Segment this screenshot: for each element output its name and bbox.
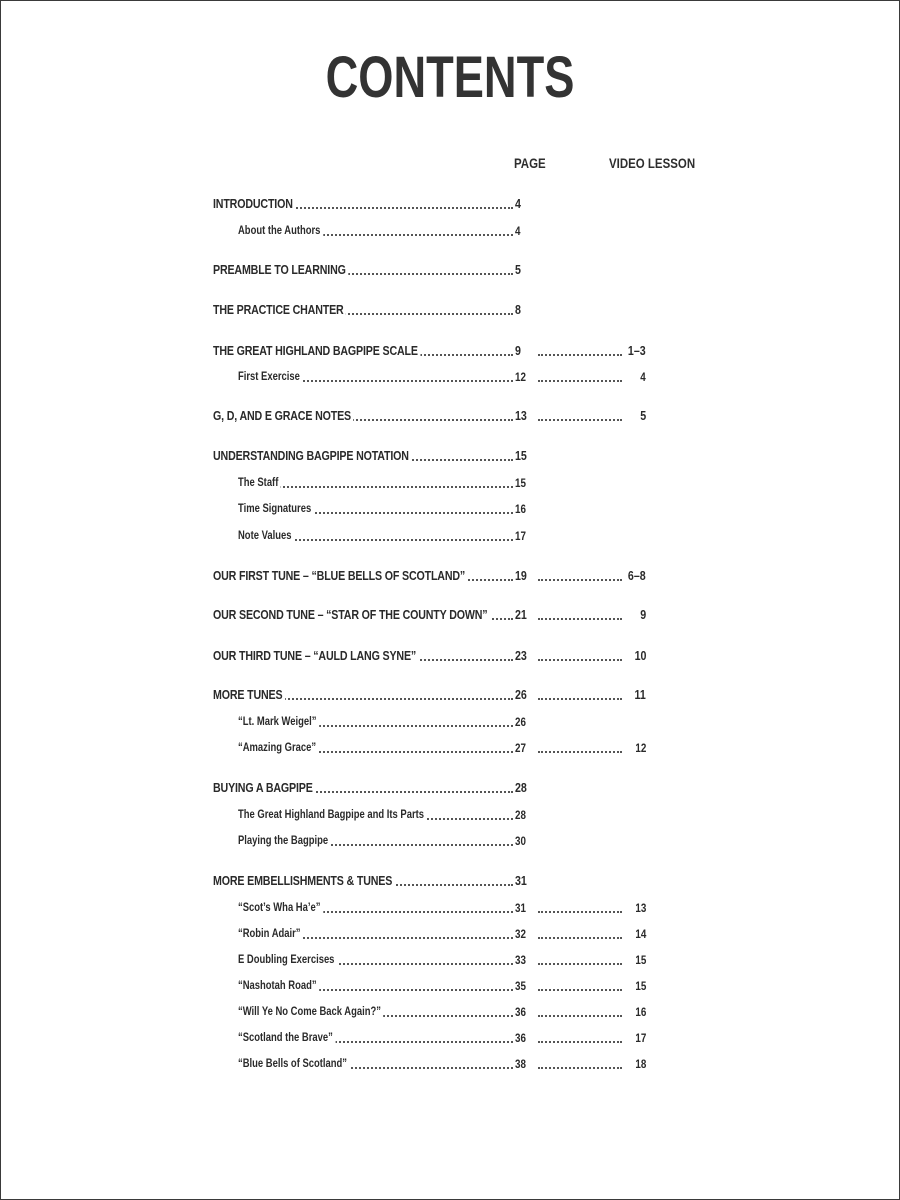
toc-entry[interactable] <box>0 260 900 280</box>
toc-entry-label: “Blue Bells of Scotland” <box>238 1054 349 1074</box>
toc-entry-video-lesson: 17 <box>633 1028 646 1048</box>
toc-entry-video-lesson: 15 <box>633 950 646 970</box>
toc-entry-video-lesson: 14 <box>633 924 646 944</box>
toc-entry[interactable] <box>0 950 900 970</box>
toc-entry-page: 21 <box>515 607 527 622</box>
toc-entry[interactable] <box>0 871 900 891</box>
toc-entry-page: 38 <box>515 1057 526 1071</box>
toc-entry-video-lesson: 10 <box>632 646 646 666</box>
toc-entry-page: 5 <box>515 262 521 277</box>
toc-entry-page: 26 <box>515 687 527 702</box>
toc-entry-label: Playing the Bagpipe <box>238 831 331 851</box>
toc-entry-label: THE GREAT HIGHLAND BAGPIPE SCALE <box>213 341 420 361</box>
toc-entry-label: MORE EMBELLISHMENTS & TUNES <box>213 871 395 891</box>
toc-entry-page: 36 <box>515 1005 526 1019</box>
toc-entry-label: OUR THIRD TUNE – “AULD LANG SYNE” <box>213 646 419 666</box>
toc-entry-label: OUR FIRST TUNE – “BLUE BELLS OF SCOTLAND” <box>213 566 468 586</box>
page-title: CONTENTS <box>325 45 575 110</box>
toc-entry-video-lesson: 5 <box>638 406 646 426</box>
toc-entry-page: 33 <box>515 953 526 967</box>
toc-entry-label: E Doubling Exercises <box>238 950 337 970</box>
toc-entry-video-lesson: 18 <box>633 1054 646 1074</box>
toc-entry-page: 35 <box>515 979 526 993</box>
toc-entry-page: 30 <box>515 834 526 848</box>
toc-entry-label: “Lt. Mark Weigel” <box>238 712 319 732</box>
toc-entry[interactable] <box>0 605 900 625</box>
toc-entry[interactable] <box>0 221 900 241</box>
toc-entry-label: INTRODUCTION <box>213 194 295 214</box>
toc-entry-page: 15 <box>515 476 526 490</box>
toc-entry[interactable] <box>0 300 900 320</box>
toc-entry-page: 31 <box>515 901 526 915</box>
toc-entry-page: 16 <box>515 502 526 516</box>
toc-entry-label: THE PRACTICE CHANTER <box>213 300 346 320</box>
toc-entry-label: The Staff <box>238 473 281 493</box>
toc-entry-label: “Scotland the Brave” <box>238 1028 335 1048</box>
toc-entry-video-lesson: 9 <box>638 605 646 625</box>
toc-entry-label: Note Values <box>238 526 294 546</box>
toc-entry-label: First Exercise <box>238 367 302 387</box>
column-header-video-lesson: VIDEO LESSON <box>609 155 696 171</box>
toc-entry[interactable] <box>0 1054 900 1074</box>
toc-entry-video-lesson: 13 <box>633 898 646 918</box>
toc-entry[interactable] <box>0 473 900 493</box>
toc-entry-page: 12 <box>515 370 526 384</box>
toc-entry[interactable] <box>0 1002 900 1022</box>
toc-entry[interactable] <box>0 341 900 361</box>
toc-entry[interactable] <box>0 194 900 214</box>
toc-entry[interactable] <box>0 526 900 546</box>
toc-entry-video-lesson: 12 <box>633 738 646 758</box>
toc-entry[interactable] <box>0 712 900 732</box>
toc-entry[interactable] <box>0 646 900 666</box>
toc-entry-page: 15 <box>515 448 527 463</box>
toc-entry-page: 28 <box>515 808 526 822</box>
toc-entry-video-lesson: 15 <box>633 976 646 996</box>
toc-entry-label: “Scot’s Wha Ha’e” <box>238 898 323 918</box>
toc-entry[interactable] <box>0 738 900 758</box>
toc-entry[interactable] <box>0 566 900 586</box>
toc-entry[interactable] <box>0 898 900 918</box>
toc-entry-page: 31 <box>515 873 527 888</box>
toc-entry-video-lesson: 16 <box>633 1002 646 1022</box>
toc-entry-page: 36 <box>515 1031 526 1045</box>
toc-entry-video-lesson: 11 <box>633 685 646 705</box>
column-header-page: PAGE <box>514 155 546 171</box>
toc-entry-page: 8 <box>515 302 521 317</box>
toc-entry-page: 27 <box>515 741 526 755</box>
toc-entry[interactable] <box>0 924 900 944</box>
toc-entry-label: UNDERSTANDING BAGPIPE NOTATION <box>213 446 411 466</box>
toc-entry-label: MORE TUNES <box>213 685 285 705</box>
toc-entry[interactable] <box>0 976 900 996</box>
toc-entry[interactable] <box>0 499 900 519</box>
toc-entry-video-lesson: 1–3 <box>627 341 646 361</box>
toc-entry[interactable] <box>0 805 900 825</box>
toc-entry-label: “Will Ye No Come Back Again?” <box>238 1002 383 1022</box>
toc-entry-label: The Great Highland Bagpipe and Its Parts <box>238 805 426 825</box>
toc-entry-label: Time Signatures <box>238 499 314 519</box>
toc-entry-label: “Nashotah Road” <box>238 976 319 996</box>
toc-entry-page: 13 <box>515 408 527 423</box>
toc-entry-label: OUR SECOND TUNE – “STAR OF THE COUNTY DOWN” <box>213 605 490 625</box>
toc-entry-page: 4 <box>515 224 521 238</box>
toc-entry-page: 26 <box>515 715 526 729</box>
toc-entry[interactable] <box>0 778 900 798</box>
toc-entry-page: 28 <box>515 780 527 795</box>
toc-entry[interactable] <box>0 1028 900 1048</box>
toc-entry-page: 23 <box>515 648 527 663</box>
toc-entry-label: PREAMBLE TO LEARNING <box>213 260 348 280</box>
toc-entry[interactable] <box>0 685 900 705</box>
toc-entry-video-lesson: 6–8 <box>627 566 646 586</box>
toc-entry-page: 32 <box>515 927 526 941</box>
toc-entry-label: “Amazing Grace” <box>238 738 319 758</box>
toc-entry-label: G, D, AND E GRACE NOTES <box>213 406 353 426</box>
toc-entry-video-lesson: 4 <box>639 367 646 387</box>
toc-entry[interactable] <box>0 406 900 426</box>
toc-entry-page: 19 <box>515 568 527 583</box>
toc-entry-label: About the Authors <box>238 221 323 241</box>
toc-entry[interactable] <box>0 831 900 851</box>
toc-entry-page: 17 <box>515 529 526 543</box>
toc-entry-label: “Robin Adair” <box>238 924 303 944</box>
toc-entry[interactable] <box>0 446 900 466</box>
toc-entry[interactable] <box>0 367 900 387</box>
toc-entry-label: BUYING A BAGPIPE <box>213 778 315 798</box>
toc-entry-page: 4 <box>515 196 521 211</box>
toc-entry-page: 9 <box>515 343 521 358</box>
